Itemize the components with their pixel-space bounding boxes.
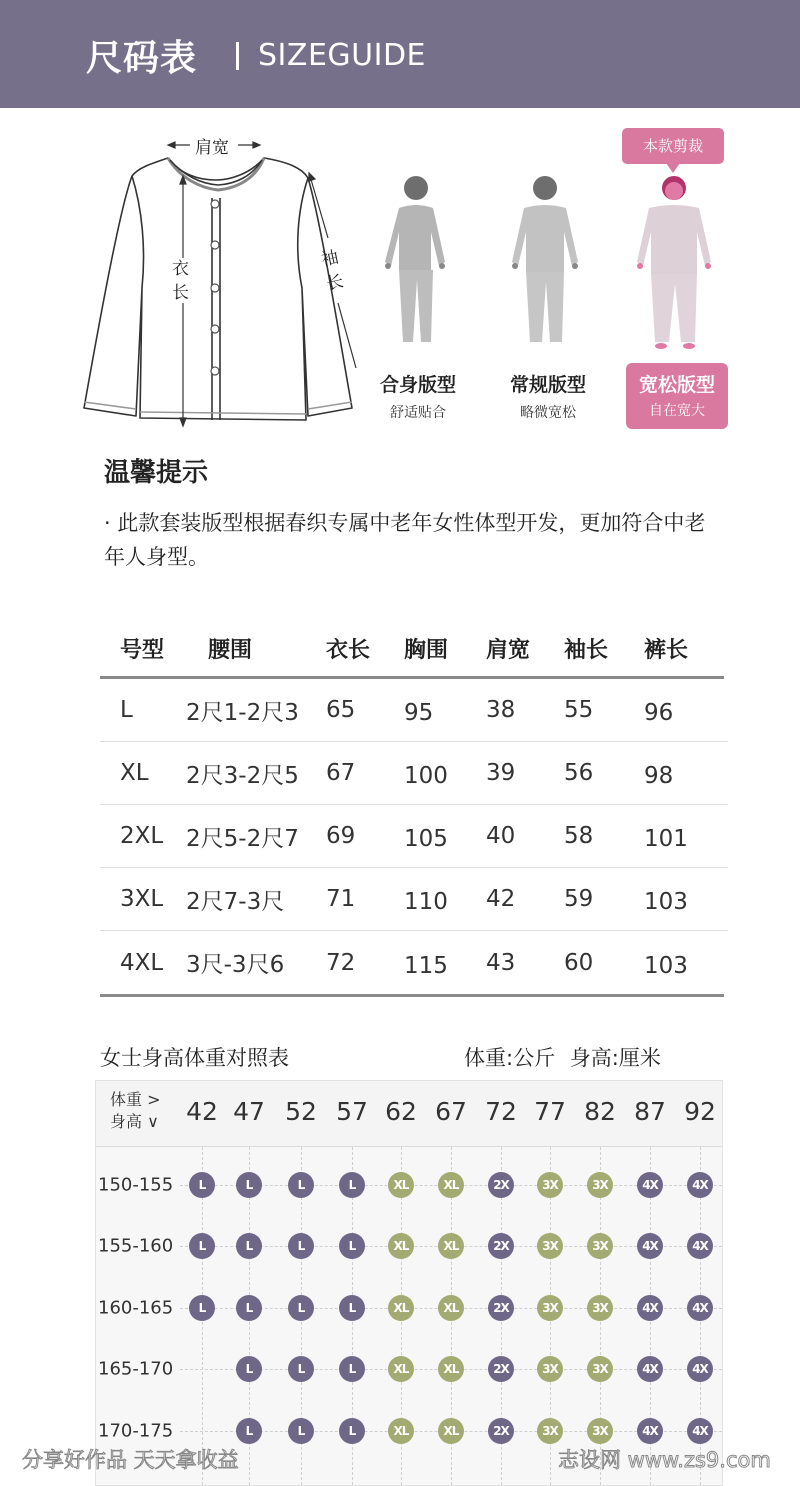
size-dot: 3X <box>537 1418 563 1444</box>
size-dot: 4X <box>687 1418 713 1444</box>
col-sleeve: 袖长 <box>564 637 609 663</box>
table-cell: 71 <box>326 886 356 912</box>
size-dot: 4X <box>637 1172 663 1198</box>
col-pants: 裤长 <box>644 637 689 663</box>
fit-figure-loose <box>619 170 729 360</box>
size-table-header <box>100 620 728 676</box>
col-chest: 胸围 <box>404 637 449 663</box>
table-bottom-rule <box>100 994 724 997</box>
table-row <box>100 805 728 868</box>
table-row <box>100 742 728 805</box>
size-dot: 3X <box>587 1295 613 1321</box>
garment-diagram <box>80 128 360 428</box>
table-cell: 2XL <box>120 823 164 849</box>
size-table-body <box>100 679 728 994</box>
table-cell: 2尺3-2尺5 <box>186 762 299 789</box>
table-cell: 60 <box>564 949 594 976</box>
size-dot: L <box>288 1418 314 1444</box>
table-cell: 115 <box>404 952 448 979</box>
size-dot: XL <box>438 1295 464 1321</box>
page-title: 尺码表 <box>86 38 198 79</box>
size-dot: L <box>236 1295 262 1321</box>
page-subtitle: SIZEGUIDE <box>258 38 427 73</box>
size-dot: 4X <box>687 1172 713 1198</box>
hw-chart-grid <box>95 1080 723 1486</box>
axis-corner-label <box>110 1089 161 1133</box>
watermark-right: 志设网 www.zs9.com <box>558 1448 771 1472</box>
table-cell: 2尺5-2尺7 <box>186 825 299 852</box>
height-tick: 170-175 <box>98 1420 174 1442</box>
table-cell: 56 <box>564 760 594 786</box>
size-dot: L <box>236 1233 262 1259</box>
table-cell: 103 <box>644 952 688 979</box>
fit-figure-regular <box>490 170 600 360</box>
table-cell: 69 <box>326 823 356 849</box>
size-dot: L <box>236 1418 262 1444</box>
size-dot: 2X <box>488 1233 514 1259</box>
size-dot: 4X <box>637 1418 663 1444</box>
size-dot: L <box>236 1172 262 1198</box>
table-cell: 4XL <box>120 949 164 976</box>
table-cell: 96 <box>644 700 674 726</box>
size-dot: L <box>288 1172 314 1198</box>
weight-tick: 67 <box>435 1097 467 1126</box>
table-cell: 101 <box>644 826 688 852</box>
size-dot: L <box>189 1233 215 1259</box>
table-cell: 72 <box>326 949 356 976</box>
fit-title-loose: 宽松版型 <box>638 374 715 396</box>
hw-chart-header <box>96 1081 722 1147</box>
sleeve-length-label-2: 长 <box>324 271 346 295</box>
body-length-label-1: 衣 <box>172 259 189 279</box>
size-dot: L <box>339 1418 365 1444</box>
size-dot: 4X <box>637 1356 663 1382</box>
tips-text: · 此款套装版型根据春织专属中老年女性体型开发，更加符合中老年人身型。 <box>104 511 706 569</box>
size-dot: 4X <box>637 1233 663 1259</box>
table-cell: 103 <box>644 889 688 915</box>
header-banner <box>0 0 800 108</box>
table-row <box>100 931 728 994</box>
weight-axis-label: 体重 > <box>110 1090 161 1109</box>
fit-title-slim: 合身版型 <box>379 374 456 396</box>
table-cell: XL <box>120 760 149 786</box>
table-cell: 3XL <box>120 886 164 912</box>
weight-tick: 42 <box>186 1097 218 1126</box>
table-cell: 98 <box>644 763 674 789</box>
table-cell: 100 <box>404 763 448 789</box>
size-dot: 4X <box>687 1356 713 1382</box>
this-style-tag: 本款剪裁 <box>622 128 724 164</box>
size-dot: 2X <box>488 1418 514 1444</box>
shoulder-width-label: 肩宽 <box>195 138 229 158</box>
table-cell: 55 <box>564 697 594 723</box>
watermark-left: 分享好作品 天天拿收益 <box>22 1448 239 1472</box>
size-dot: L <box>189 1172 215 1198</box>
table-cell: 110 <box>404 889 448 915</box>
size-dot: XL <box>438 1356 464 1382</box>
table-cell: 2尺1-2尺3 <box>186 699 299 726</box>
size-dot: 3X <box>537 1295 563 1321</box>
table-cell: 2尺7-3尺 <box>186 888 285 915</box>
size-dot: 3X <box>587 1172 613 1198</box>
table-cell: 105 <box>404 826 448 852</box>
table-cell: L <box>120 697 133 723</box>
weight-tick: 77 <box>534 1097 566 1126</box>
size-dot: 2X <box>488 1172 514 1198</box>
size-dot: L <box>288 1233 314 1259</box>
size-dot: L <box>236 1356 262 1382</box>
table-cell: 59 <box>564 886 594 912</box>
table-cell: 42 <box>486 886 516 912</box>
fit-loose-badge <box>626 363 728 429</box>
size-dot: XL <box>388 1295 414 1321</box>
size-dot: XL <box>388 1356 414 1382</box>
table-cell: 67 <box>326 760 356 786</box>
size-dot: XL <box>438 1233 464 1259</box>
size-dot: L <box>189 1295 215 1321</box>
body-length-label-2: 长 <box>172 283 189 303</box>
height-tick: 150-155 <box>98 1174 174 1196</box>
weight-tick: 52 <box>285 1097 317 1126</box>
col-shoulder: 肩宽 <box>486 637 531 663</box>
size-dot: 4X <box>687 1233 713 1259</box>
height-tick: 155-160 <box>98 1235 174 1257</box>
fit-figure-slim <box>361 170 471 360</box>
col-length: 衣长 <box>326 637 371 663</box>
size-dot: L <box>339 1356 365 1382</box>
size-dot: L <box>339 1172 365 1198</box>
table-cell: 3尺-3尺6 <box>186 952 285 978</box>
size-dot: L <box>288 1356 314 1382</box>
col-size: 号型 <box>120 637 165 663</box>
size-dot: XL <box>388 1418 414 1444</box>
size-dot: L <box>339 1233 365 1259</box>
size-dot: 3X <box>537 1356 563 1382</box>
table-cell: 95 <box>404 700 434 726</box>
hw-chart-title: 女士身高体重对照表 <box>100 1046 289 1070</box>
size-dot: XL <box>388 1233 414 1259</box>
table-cell: 43 <box>486 949 516 976</box>
weight-tick: 57 <box>336 1097 368 1126</box>
tips-title: 温馨提示 <box>104 458 209 488</box>
weight-tick: 87 <box>634 1097 666 1126</box>
weight-tick: 72 <box>485 1097 517 1126</box>
size-dot: 2X <box>488 1356 514 1382</box>
table-row <box>100 868 728 931</box>
size-dot: 3X <box>587 1233 613 1259</box>
height-tick: 165-170 <box>98 1358 174 1380</box>
fit-title-regular: 常规版型 <box>509 374 586 396</box>
fit-sub-slim: 舒适贴合 <box>390 405 446 421</box>
fit-sub-loose: 自在宽大 <box>649 403 705 419</box>
size-dot: XL <box>438 1418 464 1444</box>
size-dot: 3X <box>537 1233 563 1259</box>
table-cell: 65 <box>326 697 356 723</box>
size-table <box>100 620 728 997</box>
weight-tick: 82 <box>584 1097 616 1126</box>
fit-sub-regular: 略微宽松 <box>520 405 576 421</box>
cardigan-illustration <box>80 128 360 428</box>
title-divider <box>236 42 239 70</box>
size-dot: 3X <box>537 1172 563 1198</box>
height-axis-label: 身高 ∨ <box>110 1112 159 1131</box>
table-cell: 58 <box>564 823 594 849</box>
size-dot: L <box>288 1295 314 1321</box>
height-tick: 160-165 <box>98 1297 174 1319</box>
table-cell: 38 <box>486 697 516 723</box>
weight-tick: 47 <box>233 1097 265 1126</box>
table-cell: 40 <box>486 823 516 849</box>
weight-tick: 92 <box>684 1097 716 1126</box>
table-cell: 39 <box>486 760 516 786</box>
size-dot: 4X <box>687 1295 713 1321</box>
size-dot: 3X <box>587 1418 613 1444</box>
size-dot: 4X <box>637 1295 663 1321</box>
table-row <box>100 679 728 742</box>
hw-chart-units: 体重:公斤 身高:厘米 <box>464 1046 661 1070</box>
weight-tick: 62 <box>385 1097 417 1126</box>
sleeve-length-label-1: 袖 <box>319 247 341 271</box>
col-waist: 腰围 <box>208 637 253 663</box>
size-dot: XL <box>438 1172 464 1198</box>
size-dot: XL <box>388 1172 414 1198</box>
size-dot: 2X <box>488 1295 514 1321</box>
size-dot: 3X <box>587 1356 613 1382</box>
size-dot: L <box>339 1295 365 1321</box>
